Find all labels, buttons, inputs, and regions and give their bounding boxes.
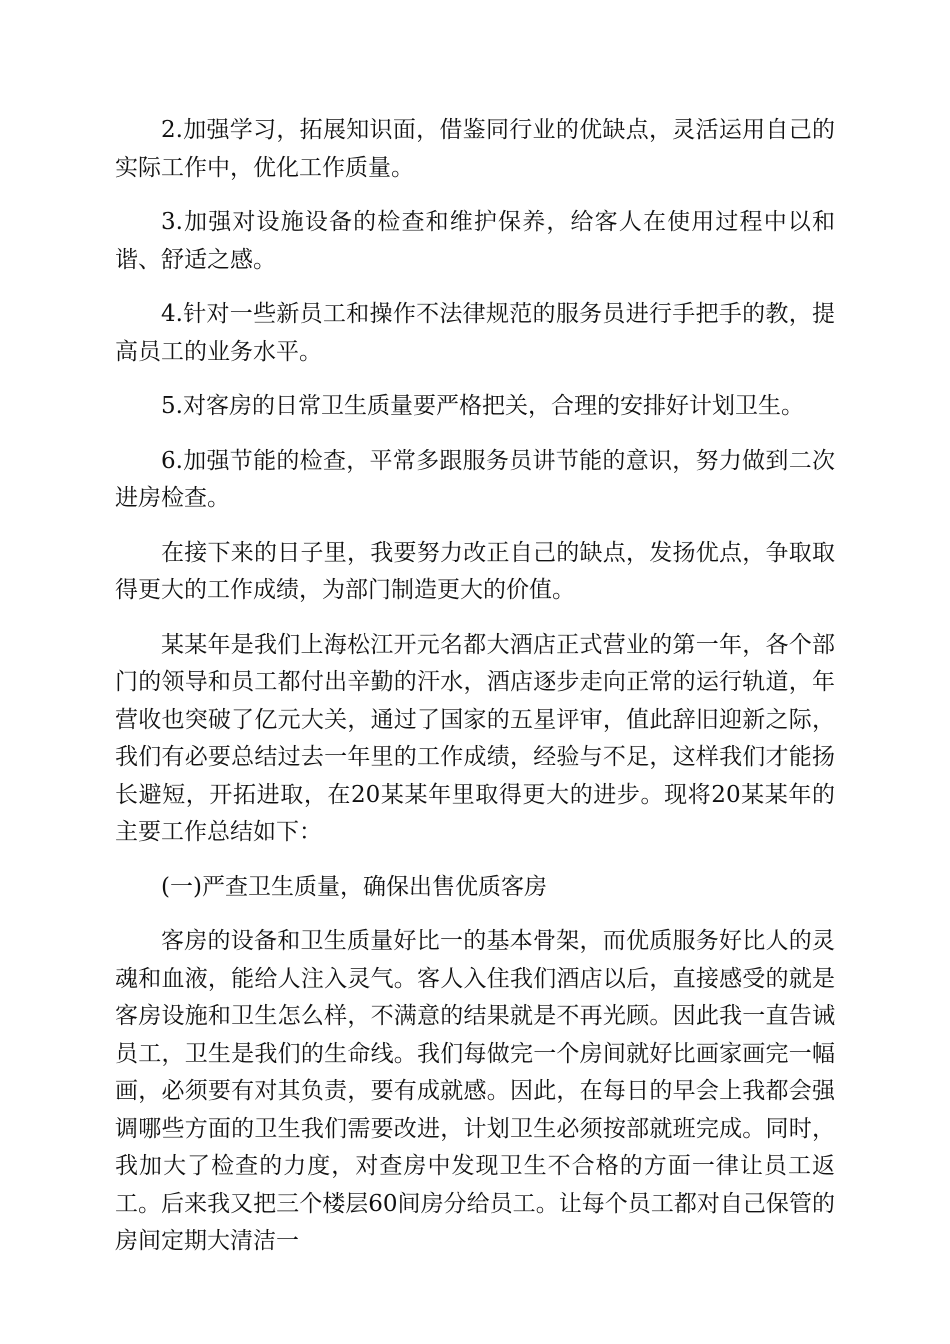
section-heading-1: (一)严查卫生质量，确保出售优质客房: [161, 873, 547, 900]
paragraph-item-5: 5.对客房的日常卫生质量要严格把关，合理的安排好计划卫生。: [161, 393, 804, 419]
document-page: [115, 112, 835, 1278]
paragraph-section-1-body: 客房的设备和卫生质量好比一的基本骨架，而优质服务好比人的灵魂和血液，能给人注入灵气。客人入住我们酒店以后，直接感受的就是客房设施和卫生怎么样，不满意的结果就是不再光顾。因此我一直告诫员工，卫生是我们的生命线。我们每做完一个房间就好比画家画完一幅画，必须要有对其负责，要有成就感。因此，在每日的早会上我都会强调哪些方面的卫生我们需要改进，计划卫生必须按部就班完成。同时，我加大了检查的力度，对查房中发现卫生不合格的方面一律让员工返工。后来我又把三个楼层60间房分给员工。让每个员工都对自己保管的房间定期大清洁一: [115, 928, 835, 1254]
paragraph-item-6: 6.加强节能的检查，平常多跟服务员讲节能的意识，努力做到二次进房检查。: [115, 447, 835, 511]
paragraph-item-2: 2.加强学习，拓展知识面，借鉴同行业的优缺点，灵活运用自己的实际工作中，优化工作质量。: [115, 117, 835, 181]
paragraph-item-3: 3.加强对设施设备的检查和维护保养，给客人在使用过程中以和谐、舒适之感。: [115, 209, 835, 273]
paragraph-item-4: 4.针对一些新员工和操作不法律规范的服务员进行手把手的教，提高员工的业务水平。: [115, 301, 835, 365]
paragraph-conclusion: 在接下来的日子里，我要努力改正自己的缺点，发扬优点，争取取得更大的工作成绩，为部门制造更大的价值。: [115, 539, 835, 603]
paragraph-summary-intro: 某某年是我们上海松江开元名都大酒店正式营业的第一年，各个部门的领导和员工都付出辛勤的汗水，酒店逐步走向正常的运行轨道，年营收也突破了亿元大关，通过了国家的五星评审，值此辞旧迎新之际，我们有必要总结过去一年里的工作成绩，经验与不足，这样我们才能扬长避短，开拓进取，在20某某年里取得更大的进步。现将20某某年的主要工作总结如下：: [115, 631, 835, 845]
